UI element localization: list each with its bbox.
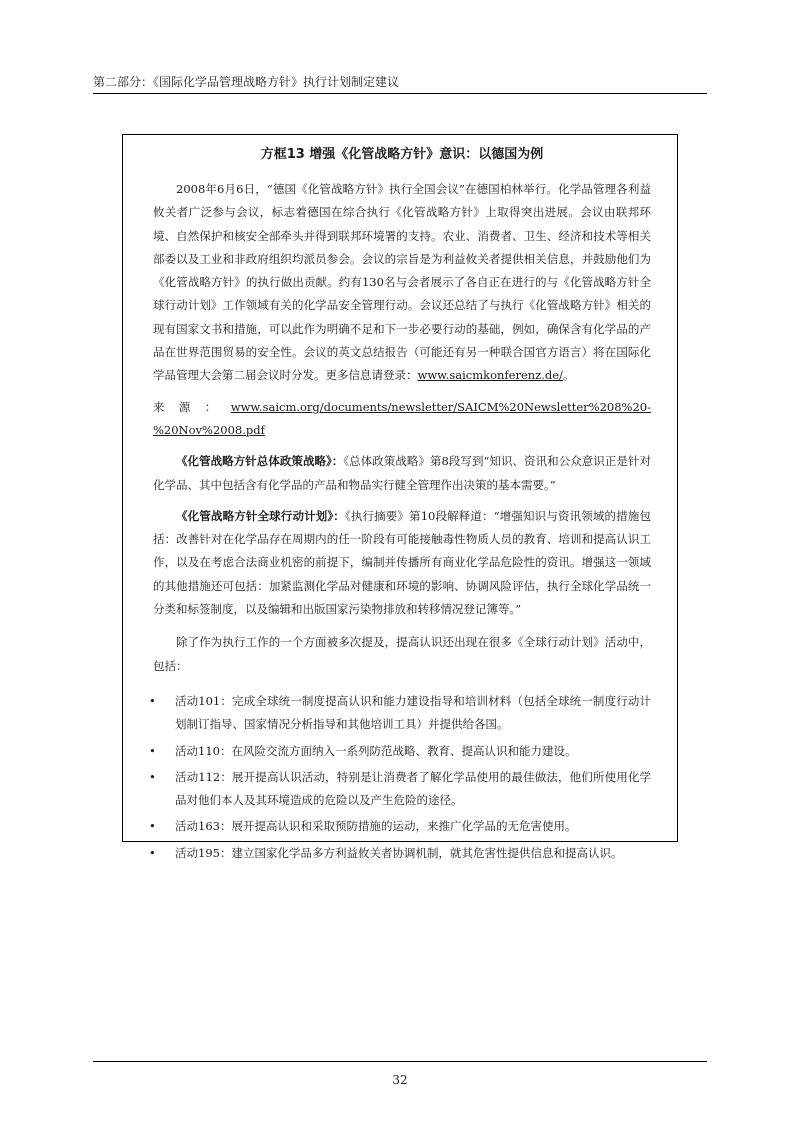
overarching-policy-paragraph — [153, 450, 651, 497]
activities-intro-paragraph: 除了作为执行工作的一个方面被多次提及，提高认识还出现在很多《全球行动计划》活动中，包括： — [153, 635, 651, 673]
intro-paragraph — [153, 178, 651, 388]
bullet-icon: • — [149, 693, 156, 708]
source-label: 来源： — [153, 399, 231, 414]
source-link[interactable]: www.saicm.org/documents/newsletter/SAICM%20Newsletter%208%20-%20Nov%2008.pdf — [153, 399, 651, 437]
bullet-icon: • — [149, 769, 156, 784]
global-plan-text: 《执行摘要》第10段解释道：“增强知识与资讯领域的措施包括：改善针对在化学品存在周期内的任一阶段有可能接触毒性物质人员的教育、培训和提高认识工作，以及在考虑合法商业机密的前提下，编制并传播所有商业化学品危险性的资讯。增强这一领域的其他措施还可包括：加紧监测化学品对健康和环境的影响、协调风险评估，执行全球化学品统一分类和标签制度，以及编辑和出版国家污染物排放和转移情况登记簿等。” — [153, 508, 651, 617]
list-item — [149, 842, 651, 865]
intro-text: 2008年6月6日，“德国《化管战略方针》执行全国会议”在德国柏林举行。化学品管理各利益攸关者广泛参与会议，标志着德国在综合执行《化管战略方针》上取得突出进展。会议由联邦环境、自然保护和核安全部牵头并得到联邦环境署的支持。农业、消费者、卫生、经济和技术等相关部委以及工业和非政府组织均派员参会。会议的宗旨是为利益攸关者提供相关信息，并鼓励他们为《化管战略方针》的执行做出贡献。约有130名与会者展示了各自正在进行的与《化管战略方针全球行动计划》工作领域有关的化学品安全管理行动。会议还总结了与执行《化管战略方针》相关的现有国家文书和措施，可以此作为明确不足和下一步必要行动的基础，例如，确保含有化学品的产品在世界范围贸易的安全性。会议的英文总结报告（可能还有另一种联合国官方语言）将在国际化学品管理大会第二届会议时分发。更多信息请登录： — [153, 182, 651, 383]
global-plan-lead: 《化管战略方针全球行动计划》： — [176, 508, 345, 523]
bullet-icon: • — [149, 845, 156, 860]
list-item-text: 活动195：建立国家化学品多方利益攸关者协调机制，就其危害性提供信息和提高认识。 — [175, 845, 623, 860]
list-item — [149, 690, 651, 737]
activities-list — [149, 690, 651, 865]
info-box — [122, 134, 678, 860]
intro-end: 。 — [562, 368, 575, 383]
list-item-text: 活动101：完成全球统一制度提高认识和能力建设指导和培训材料（包括全球统一制度行动计划制订指导、国家情况分析指导和其他培训工具）并提供给各国。 — [175, 693, 651, 732]
bullet-icon: • — [149, 743, 156, 758]
footer-divider — [93, 1061, 707, 1062]
overarching-policy-text: 《总体政策战略》第8段写到“知识、资讯和公众意识正是针对化学品、其中包括含有化学品的产品和物品实行健全管理作出决策的基本需要。” — [153, 454, 651, 492]
box-title: 方框13 增强《化管战略方针》意识：以德国为例 — [260, 147, 544, 162]
list-item-text: 活动110：在风险交流方面纳入一系列防范战略、教育、提高认识和能力建设。 — [175, 743, 577, 758]
list-item — [149, 766, 651, 813]
list-item — [149, 815, 651, 838]
page-number: 32 — [392, 1073, 408, 1087]
header-title: 第二部分：《国际化学品管理战略方针》执行计划制定建议 — [93, 75, 400, 89]
saicm-konferenz-link[interactable]: www.saicmkonferenz.de/ — [417, 368, 563, 383]
global-plan-paragraph — [153, 505, 651, 621]
list-item-text: 活动112：展开提高认识活动，特别是让消费者了解化学品使用的最佳做法，他们所使用化学品对他们本人及其环境造成的危险以及产生危险的途径。 — [175, 769, 651, 808]
bullet-icon: • — [149, 819, 156, 834]
source-paragraph — [153, 396, 651, 443]
list-item — [149, 740, 651, 763]
page-header — [93, 74, 707, 94]
list-item-text: 活动163：展开提高认识和采取预防措施的运动，来推广化学品的无危害使用。 — [175, 819, 577, 834]
overarching-policy-lead: 《化管战略方针总体政策战略》： — [176, 454, 344, 469]
